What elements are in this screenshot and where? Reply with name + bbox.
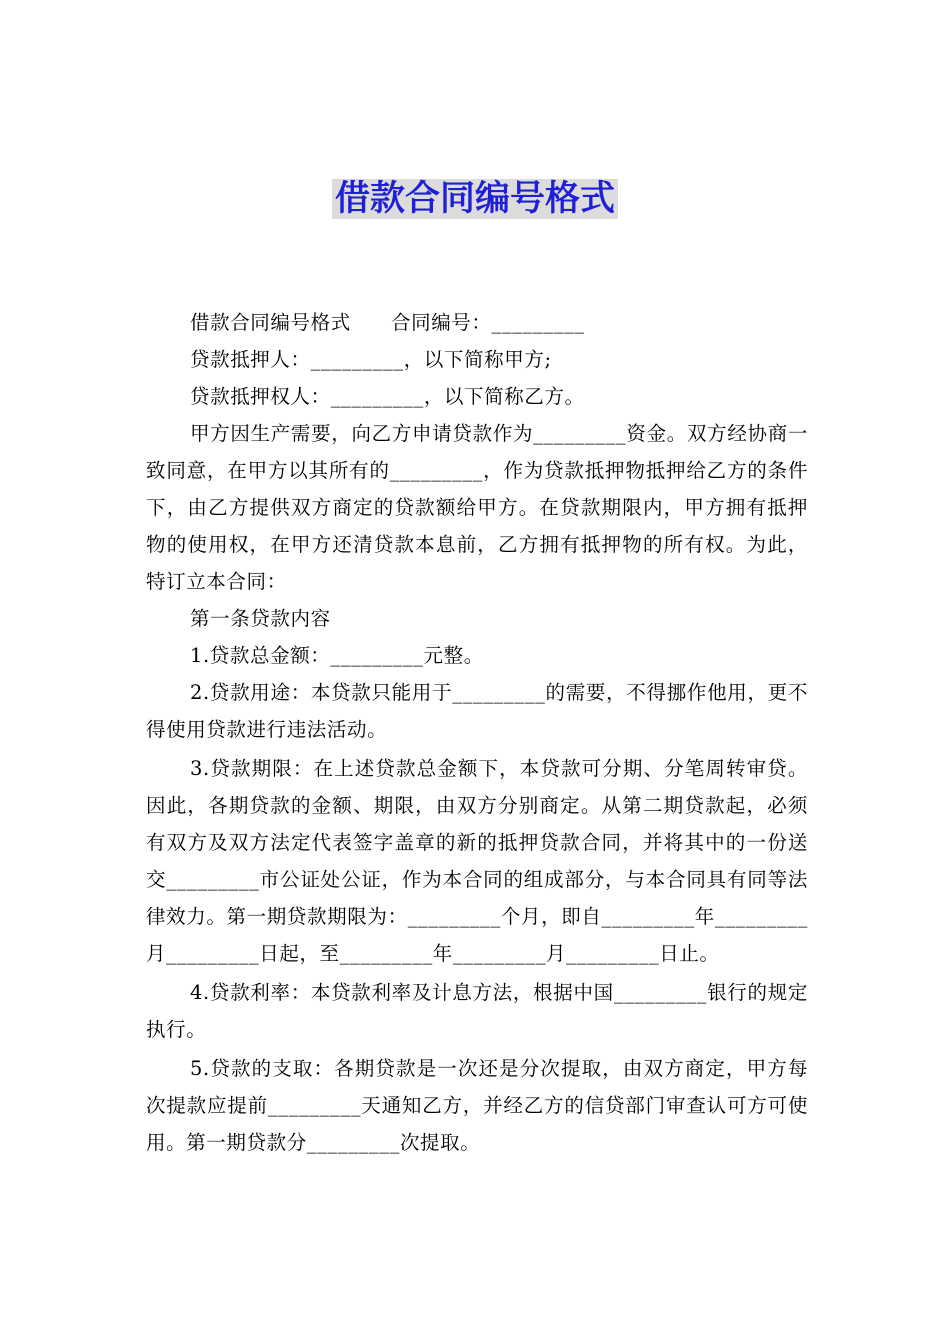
clause-loan-purpose: 2.贷款用途：本贷款只能用于_________的需要，不得挪作他用，更不得使用贷款进行违法活动。 [146,681,808,741]
mortgagee-line: 贷款抵押权人：_________，以下简称乙方。 [190,385,585,408]
clause-interest-rate: 4.贷款利率：本贷款利率及计息方法，根据中国_________银行的规定执行。 [146,981,808,1041]
document-body [146,304,808,1161]
clause-loan-term: 3.贷款期限：在上述贷款总金额下，本贷款可分期、分笔周转审贷。因此，各期贷款的金额、期限，由双方分别商定。从第二期贷款起，必须有双方及双方法定代表签字盖章的新的抵押贷款合同，并将其中的一份送交_________市公证处公证，作为本合同的组成部分，与本合同具有同等法律效力。第一期贷款期限为：_________个月，即自_________年_________月_________日起，至_________年_________月_________日止。 [146,757,808,965]
contract-number-line: 借款合同编号格式 合同编号：_________ [190,311,585,334]
clause-withdrawal: 5.贷款的支取：各期贷款是一次还是分次提取，由双方商定，甲方每次提款应提前_________天通知乙方，并经乙方的信贷部门审查认可方可使用。第一期贷款分_________次提取。 [146,1057,808,1154]
article-one-heading: 第一条贷款内容 [190,607,331,630]
document-title-text: 借款合同编号格式 [332,179,618,219]
document-title [0,176,950,222]
mortgagor-line: 贷款抵押人：_________，以下简称甲方; [190,348,552,371]
clause-loan-amount: 1.贷款总金额：_________元整。 [190,644,484,667]
preamble-paragraph: 甲方因生产需要，向乙方申请贷款作为_________资金。双方经协商一致同意，在甲方以其所有的_________，作为贷款抵押物抵押给乙方的条件下，由乙方提供双方商定的贷款额给甲方。在贷款期限内，甲方拥有抵押物的使用权，在甲方还清贷款本息前，乙方拥有抵押物的所有权。为此，特订立本合同： [146,422,808,593]
